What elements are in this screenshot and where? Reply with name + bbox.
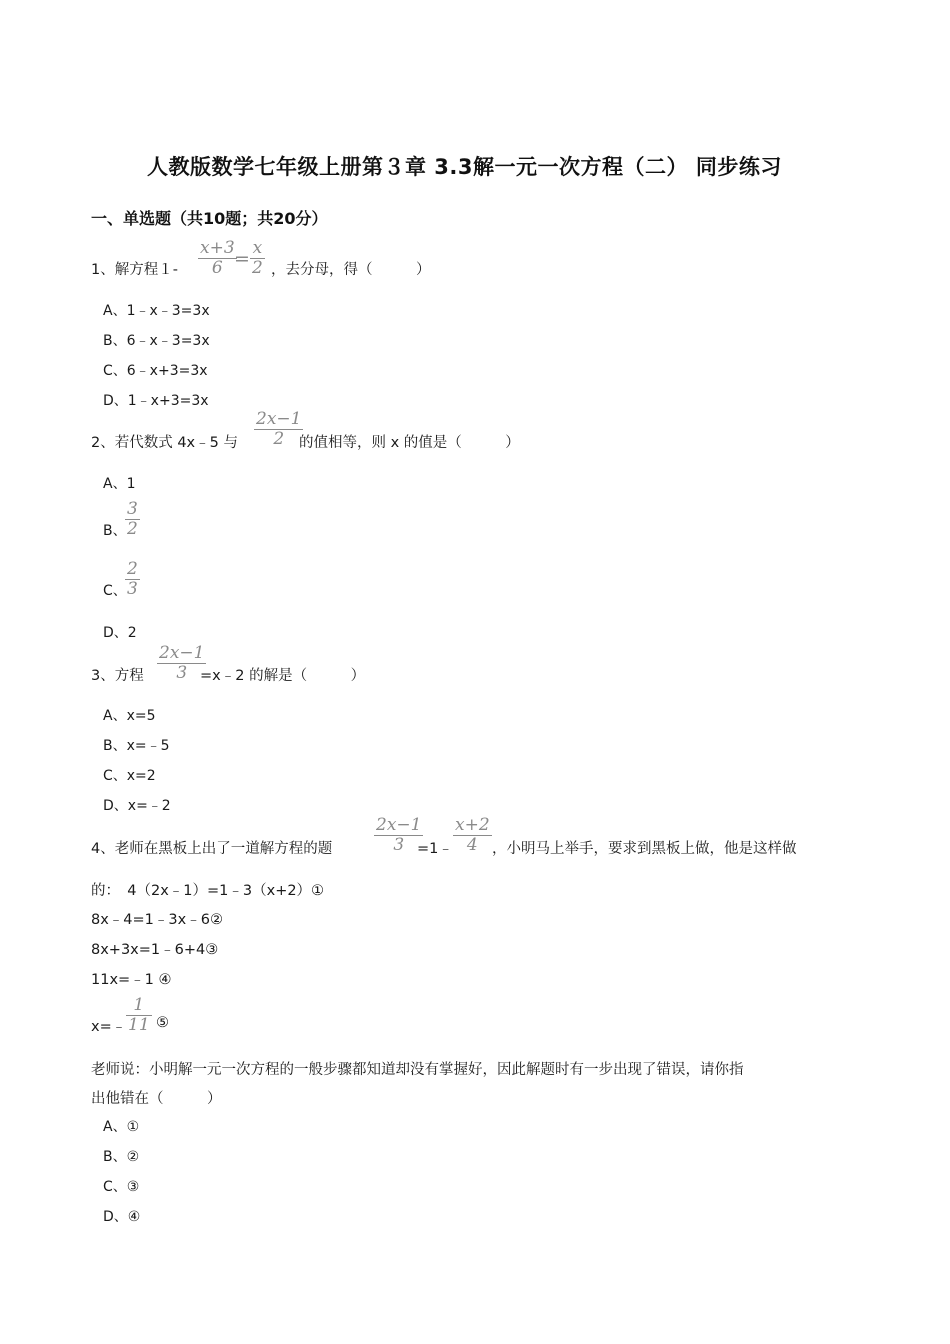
q1-option-b[interactable]: B、6﹣x﹣3=3x <box>103 333 210 349</box>
q4-frac1-numerator: 2x−1 <box>376 815 422 835</box>
q4-option-c[interactable]: C、③ <box>103 1179 140 1195</box>
section-heading: 一、单选题（共10题；共20分） <box>91 209 328 228</box>
q2-text-pre: 2、若代数式 4x﹣5 与 <box>91 435 238 451</box>
q3-option-a[interactable]: A、x=5 <box>103 708 156 724</box>
q1-option-d[interactable]: D、1﹣x+3=3x <box>103 393 209 409</box>
q4-teacher-text-2: 出他错在（ ） <box>91 1091 222 1107</box>
q4-text-mid: =1﹣ <box>417 841 453 857</box>
q2-fraction <box>254 411 303 448</box>
q3-frac-numerator: 2x−1 <box>159 643 205 663</box>
q3-option-b[interactable]: B、x=﹣5 <box>103 738 170 754</box>
page-title: 人教版数学七年级上册第３章 3.3解一元一次方程（二） 同步练习 <box>147 155 782 179</box>
q2-option-c-fraction <box>125 561 140 598</box>
q2-optb-denominator: 2 <box>127 519 138 539</box>
q4-option-d[interactable]: D、④ <box>103 1209 141 1225</box>
q3-frac-denominator: 3 <box>176 663 188 683</box>
q1-fraction-right <box>250 240 265 277</box>
q1-frac-left-denominator: 6 <box>211 258 223 278</box>
q2-optc-denominator: 3 <box>127 579 138 599</box>
q4-option-a[interactable]: A、① <box>103 1119 140 1135</box>
q2-optb-numerator: 3 <box>127 499 138 519</box>
q3-option-c[interactable]: C、x=2 <box>103 768 156 784</box>
q1-text-pre: 1、解方程１- <box>91 262 178 278</box>
q3-text-pre: 3、方程 <box>91 668 144 684</box>
q2-frac-numerator: 2x−1 <box>256 409 302 429</box>
q4-frac2-denominator: 4 <box>466 835 478 855</box>
q4-frac1-denominator: 3 <box>393 835 405 855</box>
q1-frac-right-denominator: 2 <box>252 258 263 278</box>
q1-option-c[interactable]: C、6﹣x+3=3x <box>103 363 208 379</box>
q4-teacher-text-1: 老师说：小明解一元一次方程的一般步骤都知道却没有掌握好，因此解题时有一步出现了错误，请你指 <box>91 1062 744 1078</box>
q2-option-a[interactable]: A、1 <box>103 476 136 492</box>
q1-text-post: ，去分母，得（ ） <box>271 262 431 278</box>
q3-option-d[interactable]: D、x=﹣2 <box>103 798 171 814</box>
q1-frac-left-numerator: x+3 <box>200 238 235 258</box>
q4-text-pre: 4、老师在黑板上出了一道解方程的题 <box>91 841 333 857</box>
q4-frac2-numerator: x+2 <box>455 815 490 835</box>
q1-option-a[interactable]: A、1﹣x﹣3=3x <box>103 303 210 319</box>
q4-text-post: ，小明马上举手，要求到黑板上做，他是这样做 <box>492 841 797 857</box>
q2-option-c-label: C、 <box>103 583 127 599</box>
q4-step-3: 8x+3x=1﹣6+4③ <box>91 942 219 958</box>
q1-equals-sign: = <box>234 248 250 270</box>
q2-option-b-label: B、 <box>103 523 127 539</box>
q2-text-post: 的值相等，则 x 的值是（ ） <box>299 435 520 451</box>
q4-step-5-fraction <box>126 997 152 1034</box>
q4-step-1: 的： 4（2x﹣1）=1﹣3（x+2）① <box>91 883 325 899</box>
q4-step-4: 11x=﹣1 ④ <box>91 972 172 988</box>
q2-option-b-fraction <box>125 501 140 538</box>
q4-step-5-post: ⑤ <box>156 1015 169 1031</box>
q4-option-b[interactable]: B、② <box>103 1149 140 1165</box>
q1-frac-right-numerator: x <box>252 238 263 258</box>
q4-step5-denominator: 11 <box>128 1015 150 1035</box>
q2-option-d[interactable]: D、2 <box>103 625 137 641</box>
q3-text-post: =x﹣2 的解是（ ） <box>200 668 366 684</box>
q2-optc-numerator: 2 <box>127 559 138 579</box>
q4-fraction-2 <box>453 817 492 854</box>
q4-step-2: 8x﹣4=1﹣3x﹣6② <box>91 912 223 928</box>
q4-step-5-pre: x=﹣ <box>91 1019 127 1035</box>
q2-frac-denominator: 2 <box>273 429 285 449</box>
q1-fraction-left <box>198 240 237 277</box>
q4-step5-numerator: 1 <box>133 995 145 1015</box>
